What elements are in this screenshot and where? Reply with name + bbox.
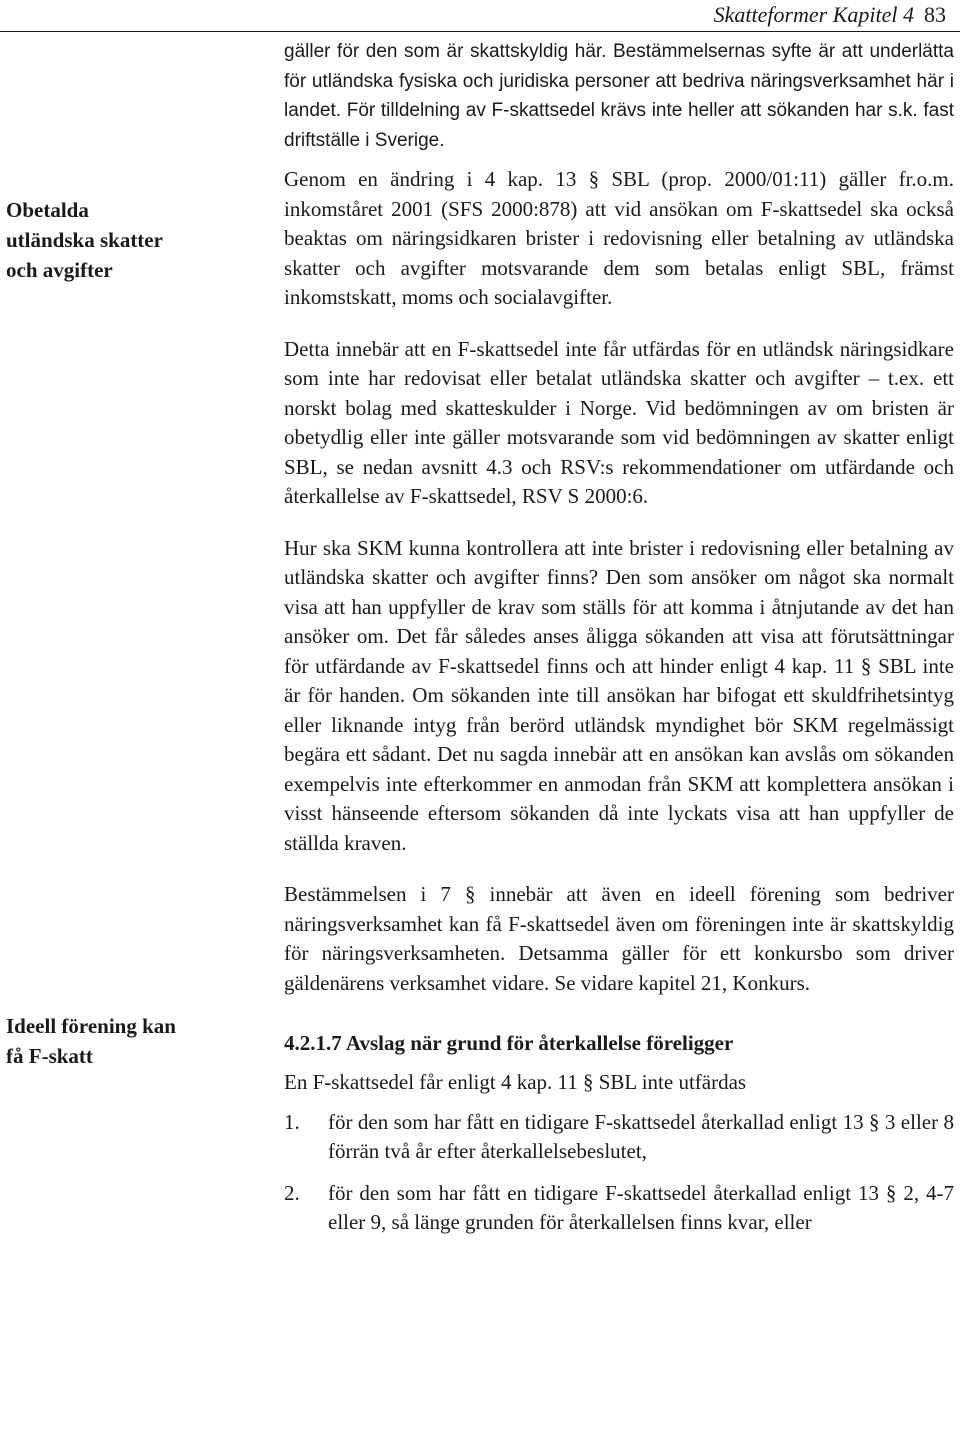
paragraph: gäller för den som är skattskyldig här. Bestämmelsernas syfte är att underlätta för utländska fysiska och juridiska personer att bedriva näringsverksamhet här i landet. För tilldelning av F-skattsedel krävs inte heller att sökanden har s.k. fast driftställe i Sverige.	[284, 41, 954, 151]
page-number: 83	[924, 2, 946, 27]
list-item-text: för den som har fått en tidigare F-skattsedel återkallad enligt 13 § 3 eller 8 förrän två år efter återkallelsebeslutet,	[328, 1109, 954, 1163]
page-header	[714, 0, 946, 30]
paragraph: Detta innebär att en F-skattsedel inte får utfärdas för en utländsk näringsidkare som inte har redovisat eller betalat utländska skatter och avgifter – t.ex. ett norskt bolag med skatteskulder i Norge. Vid bedömningen av om bristen är obetydlig eller inte gäller motsvarande som vid bedömningen av skatter enligt SBL, se nedan avsnitt 4.3 och RSV:s rekommendationer om utfärdande och återkallelse av F-skattsedel, RSV S 2000:6.	[284, 336, 954, 508]
section-intro: En F-skattsedel får enligt 4 kap. 11 § SBL inte utfärdas	[284, 1070, 747, 1094]
section-heading: 4.2.1.7 Avslag när grund för återkallelse föreligger	[284, 1031, 734, 1055]
numbered-list	[284, 1108, 954, 1238]
sidenote-nonprofit: Ideell förening kan få F-skatt	[6, 1014, 176, 1068]
list-number: 1.	[284, 1109, 300, 1134]
sidenote-foreign-taxes: Obetalda utländska skatter och avgifter	[6, 198, 163, 282]
paragraph: Genom en ändring i 4 kap. 13 § SBL (prop. 2000/01:11) gäller fr.o.m. inkomståret 2001 (SFS 2000:878) att vid ansökan om F-skattsedel ska också beaktas om näringsidkaren brister i redovisning eller betalning av utländska skatter och avgifter motsvarande dem som betalas enligt SBL, främst inkomstskatt, moms och socialavgifter.	[284, 167, 954, 309]
main-text	[284, 37, 954, 1238]
list-item-text: för den som har fått en tidigare F-skattsedel återkallad enligt 13 § 2, 4-7 eller 9, så länge grunden för återkallelsen finns kvar, eller	[328, 1180, 954, 1234]
paragraph: Hur ska SKM kunna kontrollera att inte brister i redovisning eller betalning av utländska skatter och avgifter finns? Den som ansöker om något ska normalt visa att han uppfyller de krav som ställs för att komma i åtnjutande av det han ansöker om. Det får således anses åligga sökanden att visa att förutsättningar för utfärdande av F-skattsedel finns och att hinder enligt 4 kap. 11 § SBL inte är för handen. Om sökanden inte till ansökan har bifogat ett skuldfrihetsintyg eller liknande intyg från berörd utländsk myndighet bör SKM regelmässigt begära ett sådant. Det nu sagda innebär att en ansökan kan avslås om sökanden exempelvis inte efterkommer en anmodan från SKM att komplettera ansökan i visst hänseende eftersom sökanden då inte lyckats visa att han uppfyller de ställda kraven.	[284, 535, 954, 855]
list-number: 2.	[284, 1180, 300, 1205]
list-item	[284, 1179, 954, 1238]
header-rule	[0, 31, 960, 32]
list-item	[284, 1108, 954, 1167]
paragraph: Bestämmelsen i 7 § innebär att även en ideell förening som bedriver näringsverksamhet kan få F-skattsedel även om föreningen inte är skattskyldig för näringsverksamheten. Detsamma gäller för ett konkursbo som driver gäldenärens verksamhet vidare. Se vidare kapitel 21, Konkurs.	[284, 882, 954, 995]
running-header: Skatteformer Kapitel 4	[713, 2, 914, 27]
